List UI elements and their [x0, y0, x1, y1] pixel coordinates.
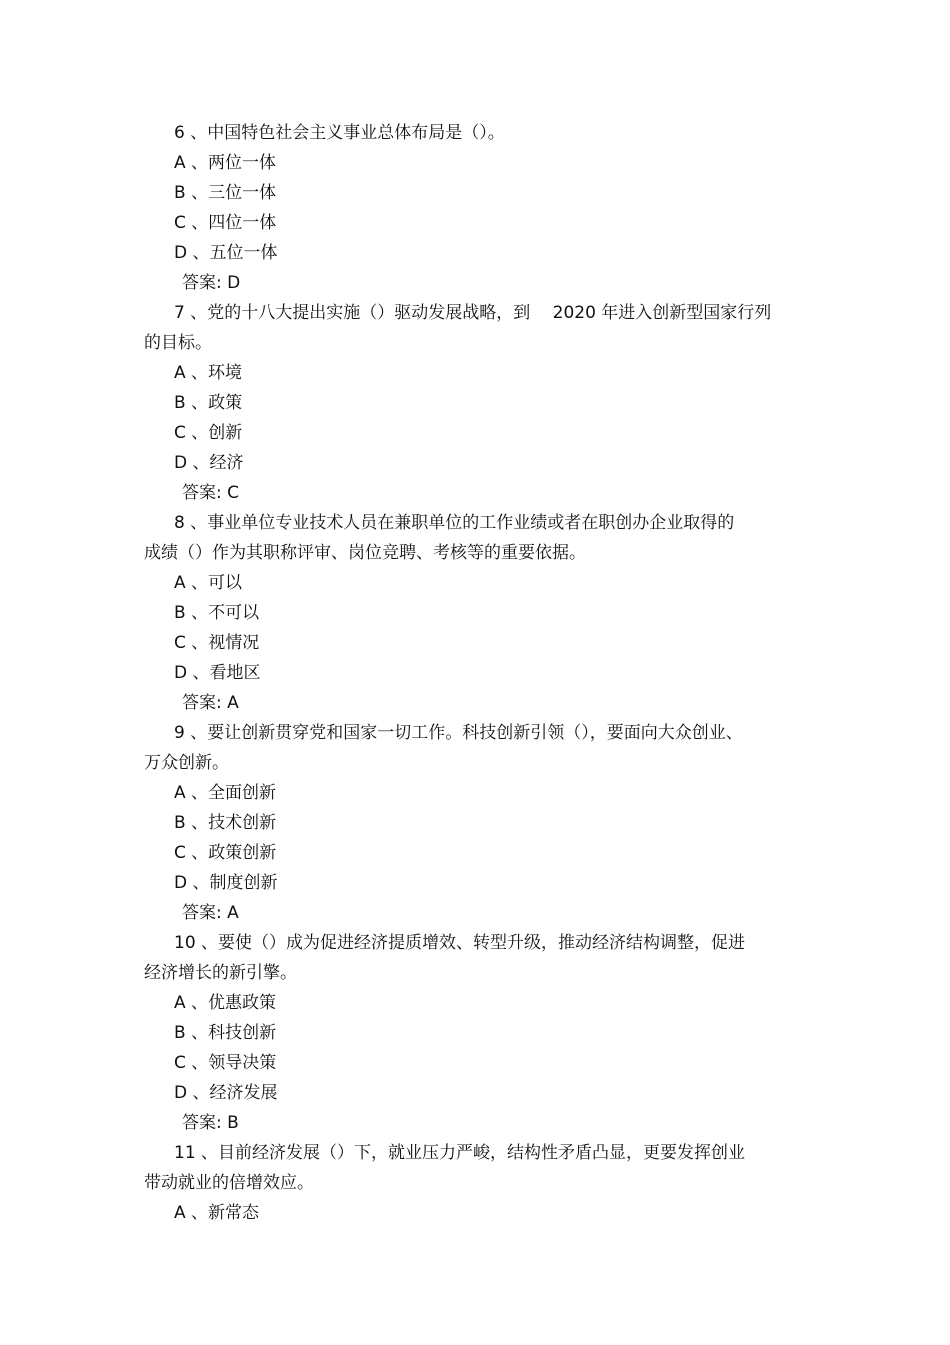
question-text-continued: 经济增长的新引擎。 [144, 963, 297, 983]
question-text: 11 、目前经济发展（）下，就业压力严峻，结构性矛盾凸显，更要发挥创业 [174, 1143, 746, 1163]
option-c: C 、政策创新 [174, 843, 277, 863]
answer: 答案: A [182, 903, 239, 923]
question-10 [0, 928, 950, 1138]
option-a: A 、优惠政策 [174, 993, 277, 1013]
option-a: A 、全面创新 [174, 783, 277, 803]
question-text: 6 、中国特色社会主义事业总体布局是（）。 [174, 123, 505, 143]
question-text: 8 、事业单位专业技术人员在兼职单位的工作业绩或者在职创办企业取得的 [174, 513, 735, 533]
document-page [0, 118, 950, 1228]
question-6 [0, 118, 950, 298]
option-c: C 、创新 [174, 423, 243, 443]
option-b: B 、不可以 [174, 603, 260, 623]
question-8 [0, 508, 950, 718]
question-text-continued: 的目标。 [144, 333, 212, 353]
answer: 答案: C [182, 483, 240, 503]
question-text: 9 、要让创新贯穿党和国家一切工作。科技创新引领（），要面向大众创业、 [174, 723, 743, 743]
option-a: A 、两位一体 [174, 153, 277, 173]
option-d: D 、五位一体 [174, 243, 278, 263]
option-d: D 、经济发展 [174, 1083, 278, 1103]
question-text-continued: 万众创新。 [144, 753, 229, 773]
question-9 [0, 718, 950, 928]
option-a: A 、新常态 [174, 1203, 260, 1223]
option-b: B 、技术创新 [174, 813, 277, 833]
option-b: B 、科技创新 [174, 1023, 277, 1043]
option-a: A 、环境 [174, 363, 243, 383]
option-c: C 、四位一体 [174, 213, 277, 233]
option-a: A 、可以 [174, 573, 243, 593]
question-text: 10 、要使（）成为促进经济提质增效、转型升级，推动经济结构调整，促进 [174, 933, 746, 953]
answer: 答案: B [182, 1113, 239, 1133]
answer: 答案: A [182, 693, 239, 713]
option-b: B 、三位一体 [174, 183, 277, 203]
option-c: C 、领导决策 [174, 1053, 277, 1073]
option-c: C 、视情况 [174, 633, 260, 653]
question-text-continued: 成绩（）作为其职称评审、岗位竞聘、考核等的重要依据。 [144, 543, 586, 563]
option-b: B 、政策 [174, 393, 243, 413]
option-d: D 、经济 [174, 453, 244, 473]
answer: 答案: D [182, 273, 241, 293]
question-text-continued: 带动就业的倍增效应。 [144, 1173, 314, 1193]
option-d: D 、看地区 [174, 663, 261, 683]
question-text: 7 、党的十八大提出实施（）驱动发展战略，到 2020 年进入创新型国家行列 [174, 303, 772, 323]
question-11 [0, 1138, 950, 1228]
option-d: D 、制度创新 [174, 873, 278, 893]
question-7 [0, 298, 950, 508]
